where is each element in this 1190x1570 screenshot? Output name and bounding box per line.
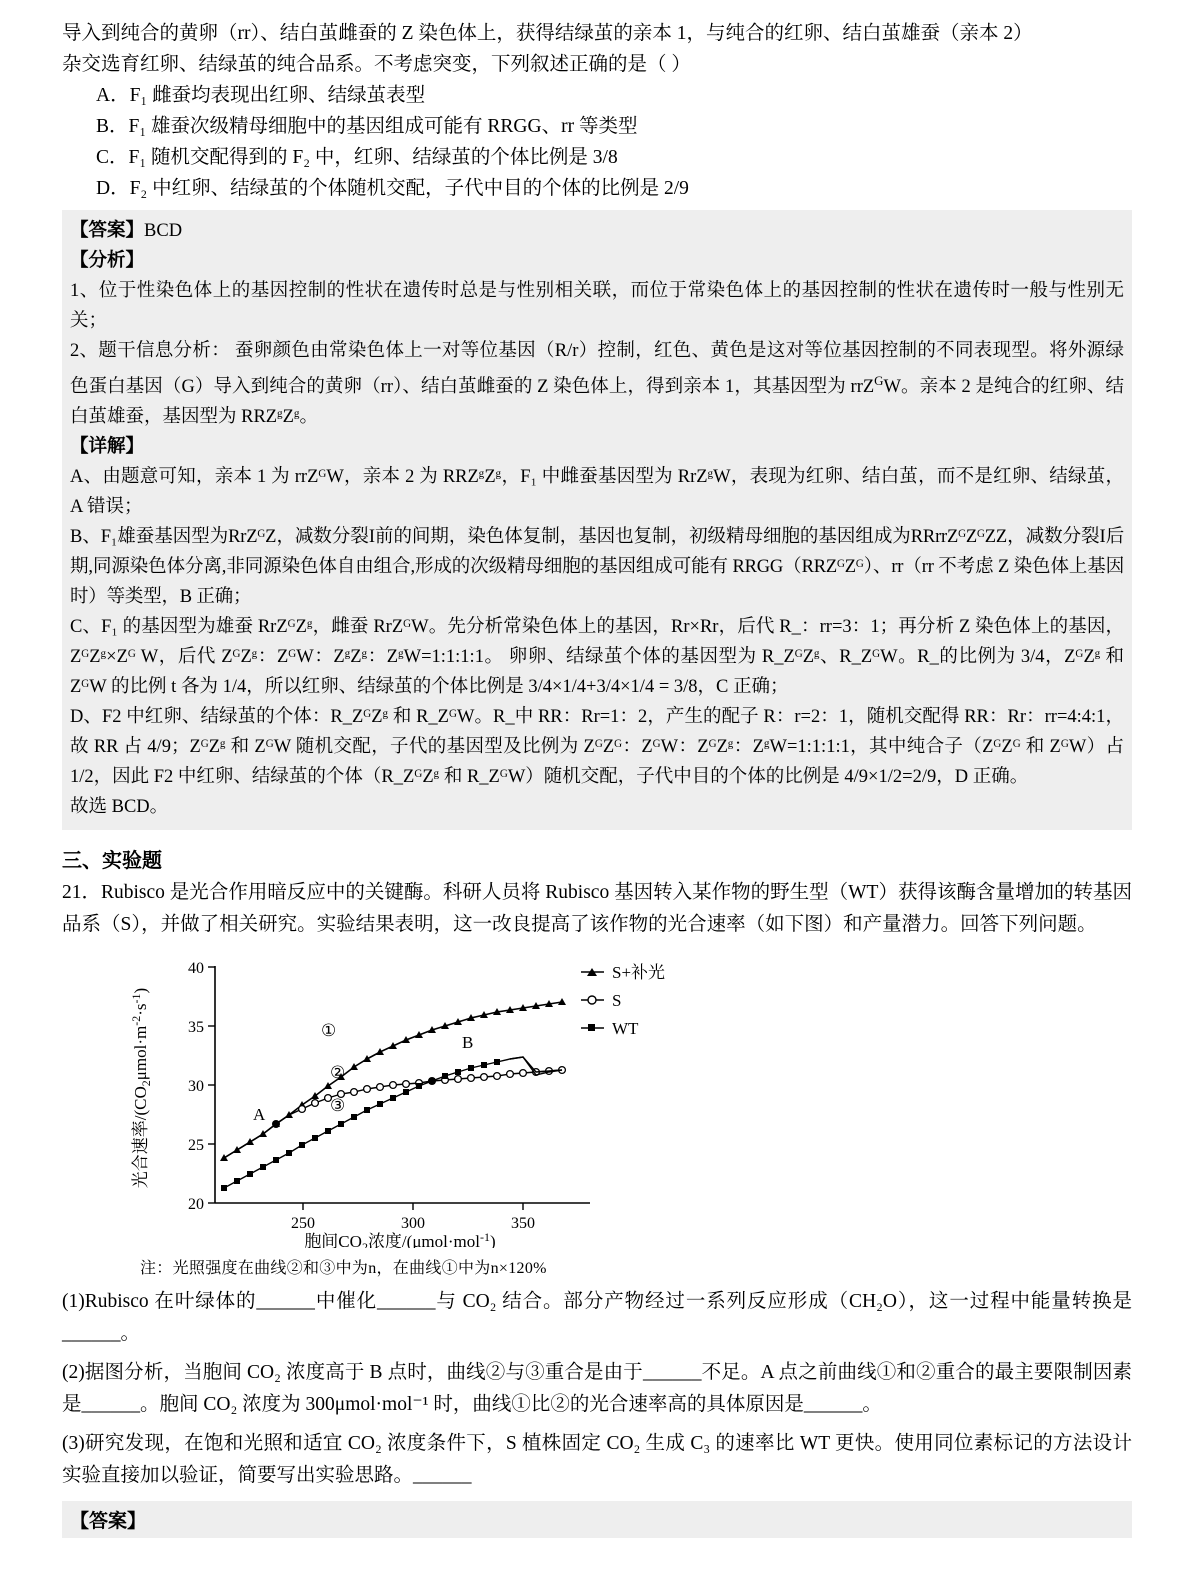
sub-question-1: (1)Rubisco 在叶绿体的______中催化______与 CO₂ 结合。部分产物经过一系列反应形成（CH₂O），这一过程中能量转换是______。 xyxy=(62,1291,1132,1344)
annotation-B: B xyxy=(462,1033,474,1053)
svg-text:胞间CO2浓度/(μmol·mol-1): 胞间$CO_2$浓度/(μmol·mol$^{-1}$) xyxy=(304,1230,496,1249)
svg-text:250: 250 xyxy=(291,1215,315,1233)
analysis-p2: 2、题干信息分析： 蚕卵颜色由常染色体上一对等位基因（R/r）控制，红色、黄色是这对等位基因控制的不同表现型。将外源绿色蛋白基因（G）导入到纯合的黄卵（rr）、结白茧雌蚕的 Z 染色体上，得到亲本 1，其基因型为 rrZ$^G$W。亲本 2 是纯合的红卵、结白茧雄蚕，基因型为 RRZᵍZᵍ。 xyxy=(70,341,1124,428)
stem-line-1: 导入到纯合的黄卵（rr）、结白茧雌蚕的 Z 染色体上，获得结绿茧的亲本 1，与纯合的红卵、结白茧雄蚕（亲本 2） xyxy=(62,23,1033,44)
answer-analysis-block xyxy=(62,210,1132,830)
detail-p2: B、F₁雄蚕基因型为RrZᴳZ，减数分裂I前的间期，染色体复制，基因也复制，初级精母细胞的基因组成为RRrrZᴳZᴳZZ，减数分裂I后期,同源染色体分离,非同源染色体自由组合,形成的次级精母细胞的基因组成可能有 RRGG（RRZᴳZᴳ）、rr（rr 不考虑 Z 染色体上基因时）等类型，B 正确； xyxy=(70,527,1124,608)
section-title: 三、实验题 xyxy=(62,850,162,873)
svg-text:35: 35 xyxy=(188,1019,204,1037)
detail-p5: 故选 BCD。 xyxy=(70,797,169,818)
answer-line xyxy=(70,216,1124,246)
analysis-label: 【分析】 xyxy=(70,251,145,271)
answer-label: 【答案】 xyxy=(70,221,145,241)
analysis-p3-text: 亲本 2 是纯合的红卵、结白茧雄蚕，基因型为 RRZᵍZᵍ。 xyxy=(70,377,1124,428)
chart-svg xyxy=(120,948,820,1248)
svg-text:25: 25 xyxy=(188,1137,204,1155)
svg-text:350: 350 xyxy=(511,1215,535,1233)
analysis-sup-g: G xyxy=(874,373,884,388)
annotation-3: ③ xyxy=(330,1096,346,1116)
question21-stem: 21．Rubisco 是光合作用暗反应中的关键酶。科研人员将 Rubisco 基因转入某作物的野生型（WT）获得该酶含量增加的转基因品系（S），并做了相关研究。实验结果表明，这一改良提高了该作物的光合速率（如下图）和产量潜力。回答下列问题。 xyxy=(62,882,1132,935)
figure-photosynthesis-chart xyxy=(62,948,1132,1253)
svg-text:30: 30 xyxy=(188,1078,204,1096)
detail-p4: D、F2 中红卵、结绿茧的个体：R_ZᴳZᵍ 和 R_ZᴳW。R_中 RR：Rr=1：2，产生的配子 R：r=2：1，随机交配得 RR：Rr：rr=4:4:1，故 RR 占 4/9；ZᴳZᵍ 和 ZᴳW 随机交配，子代的基因型及比例为 ZᴳZᴳ：ZᴳW：ZᴳZᵍ：ZᵍW=1:1:1:1，其中纯合子（ZᴳZᴳ 和 ZᴳW）占 1/2，因此 F2 中红卵、结绿茧的个体（R_ZᴳZᵍ 和 R_ZᴳW）随机交配，子代中目的个体的比例是 4/9×1/2=2/9，D 正确。 xyxy=(70,707,1124,788)
detail-p3: C、F₁ 的基因型为雄蚕 RrZᴳZᵍ，雌蚕 RrZᴳW。先分析常染色体上的基因，Rr×Rr，后代 R_：rr=3：1；再分析 Z 染色体上的基因，ZᴳZᵍ×Zᴳ W，后代 ZᴳZᵍ：ZᴳW：ZᵍZᵍ：ZᵍW=1:1:1:1。 卵卵、结绿茧个体的基因型为 R_ZᴳZᵍ、R_ZᴳW。R_的比例为 3/4，ZᴳZᵍ 和 ZᴳW 的比例 t 各为 1/4，所以红卵、结绿茧的个体比例是 3/4×1/4+3/4×1/4 = 3/8，C 正确； xyxy=(70,617,1124,698)
svg-text:40: 40 xyxy=(188,960,204,978)
svg-text:300: 300 xyxy=(401,1215,425,1233)
stem-line-2: 杂交选育红卵、结绿茧的纯合品系。不考虑突变，下列叙述正确的是（ ） xyxy=(62,54,691,75)
analysis-p1: 1、位于性染色体上的基因控制的性状在遗传时总是与性别相关联，而位于常染色体上的基因控制的性状在遗传时一般与性别无关； xyxy=(70,281,1124,331)
option-b: B．F₁ 雄蚕次级精母细胞中的基因组成可能有 RRGG、rr 等类型 xyxy=(96,116,638,137)
point-a-marker xyxy=(272,1120,280,1128)
legend-label-0: S+补光 xyxy=(612,963,666,983)
detail-p1: A、由题意可知，亲本 1 为 rrZᴳW，亲本 2 为 RRZᵍZᵍ，F₁ 中雌蚕基因型为 RrZᵍW，表现为红卵、结白茧，而不是红卵、结绿茧，A 错误； xyxy=(70,467,1124,518)
svg-text:20: 20 xyxy=(188,1196,204,1214)
question21-answer-label: 【答案】 xyxy=(62,1501,1132,1538)
figure-note: 注：光照强度在曲线②和③中为n，在曲线①中为n×120% xyxy=(140,1260,547,1278)
question20-options xyxy=(62,80,1132,204)
detail-label: 【详解】 xyxy=(70,437,145,458)
question20-stem xyxy=(62,18,1132,80)
sub-question-3: (3)研究发现，在饱和光照和适宜 CO₂ 浓度条件下，S 植株固定 CO₂ 生成 C₃ 的速率比 WT 更快。使用同位素标记的方法设计实验直接加以验证，简要写出实验思路。______ xyxy=(62,1433,1132,1486)
svg-text:光合速率/(CO2μmol·m-2·s-1): 光合速率$/(CO_2\mu mol\cdot m^{-2}\cdot s^{-1})$ xyxy=(129,987,153,1189)
annotation-A: A xyxy=(253,1105,266,1125)
option-c: C．F₁ 随机交配得到的 F₂ 中，红卵、结绿茧的个体比例是 3/8 xyxy=(96,147,618,168)
legend-label-2: WT xyxy=(612,1019,639,1039)
sub-question-2: (2)据图分析，当胞间 CO₂ 浓度高于 B 点时，曲线②与③重合是由于______不足。A 点之前曲线①和②重合的最主要限制因素是______。胞间 CO₂ 浓度为 300μmol·mol⁻¹ 时，曲线①比②的光合速率高的具体原因是______。 xyxy=(62,1362,1132,1415)
answer-value: BCD xyxy=(144,221,183,241)
chart-legend xyxy=(581,963,665,1038)
series-s-bugang-markers xyxy=(220,998,566,1161)
legend-label-1: S xyxy=(612,991,622,1011)
annotation-2: ② xyxy=(330,1063,346,1083)
option-a: A．F₁ 雌蚕均表现出红卵、结绿茧表型 xyxy=(96,85,426,106)
analysis-p2-text: 2、题干信息分析： 蚕卵颜色由常染色体上一对等位基因（R/r）控制，红色、黄色是这对等位基因控制的不同表现型。将外源绿色蛋白基因（G）导入到纯合的黄卵（rr）、结白茧雌蚕的 Z 染色体上，得到亲本 1，其基因型为 rrZ xyxy=(70,341,1124,398)
annotation-1: ① xyxy=(321,1021,337,1041)
option-d: D．F₂ 中红卵、结绿茧的个体随机交配，子代中目的个体的比例是 2/9 xyxy=(96,178,689,199)
